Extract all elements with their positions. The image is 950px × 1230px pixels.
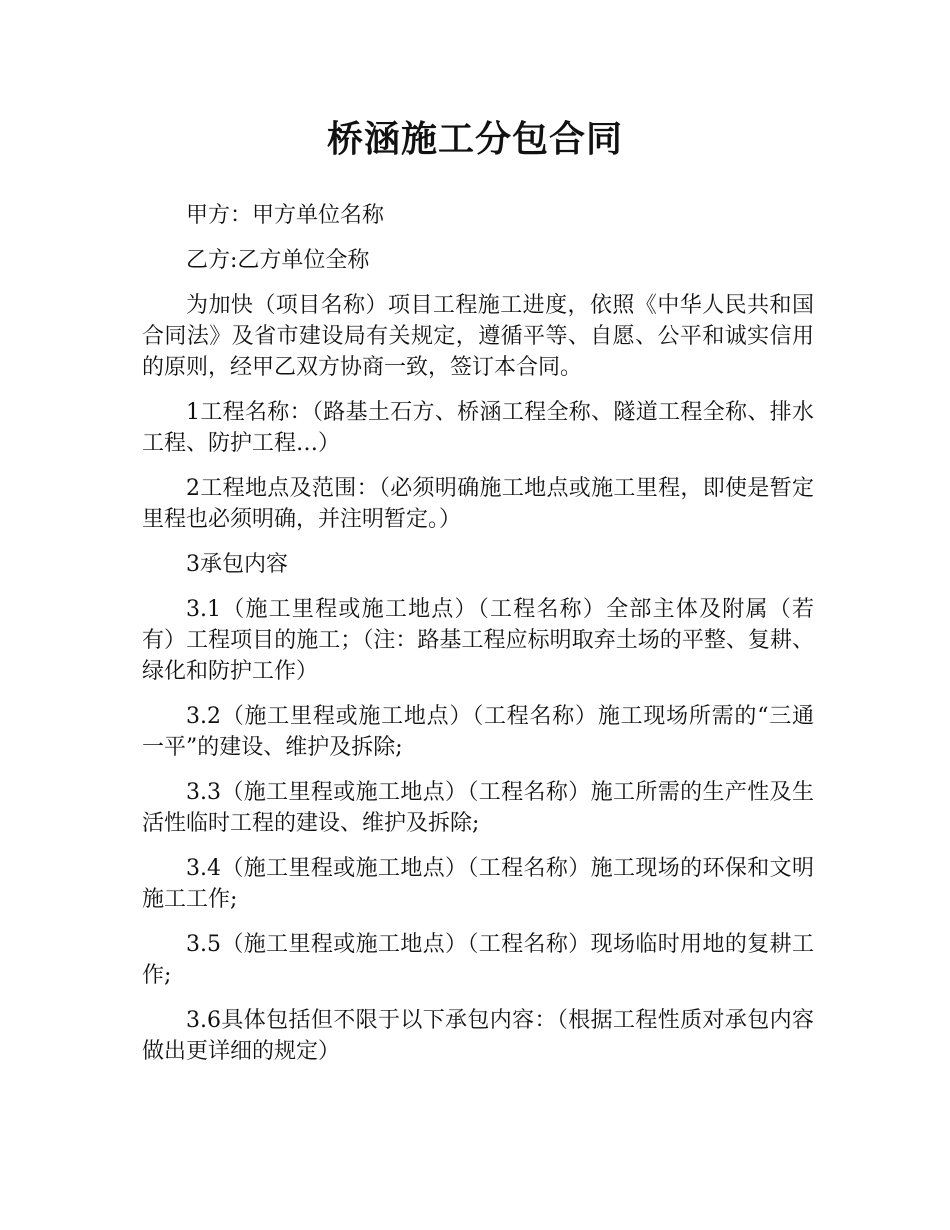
clause-1-project-name: 1工程名称：（路基土石方、桥涵工程全称、隧道工程全称、排水工程、防护工程…）: [142, 400, 814, 456]
clause-3-heading: 3承包内容: [186, 552, 288, 577]
clause-3-5: 3.5（施工里程或施工地点）（工程名称）现场临时用地的复耕工作;: [142, 932, 814, 988]
clause-2-location-scope: 2工程地点及范围：（必须明确施工地点或施工里程，即使是暂定里程也必须明确，并注明暂定。）: [142, 476, 814, 532]
party-a-line: 甲方：甲方单位名称: [186, 203, 385, 228]
clause-3-1: 3.1（施工里程或施工地点）（工程名称）全部主体及附属（若有）工程项目的施工；（注：路基工程应标明取弃土场的平整、复耕、绿化和防护工作）: [142, 597, 814, 684]
document-page: [142, 110, 814, 1081]
clause-3-3: 3.3（施工里程或施工地点）（工程名称）施工所需的生产性及生活性临时工程的建设、维护及拆除;: [142, 780, 814, 836]
document-title: 桥涵施工分包合同: [326, 119, 623, 160]
clause-3-6: 3.6具体包括但不限于以下承包内容：（根据工程性质对承包内容做出更详细的规定）: [142, 1008, 814, 1064]
document-body: [142, 200, 814, 1067]
preamble-paragraph: 为加快（项目名称）项目工程施工进度，依照《中华人民共和国合同法》及省市建设局有关规定，遵循平等、自愿、公平和诚实信用的原则，经甲乙双方协商一致，签订本合同。: [142, 293, 814, 380]
party-b-line: 乙方:乙方单位全称: [186, 248, 370, 273]
clause-3-2: 3.2（施工里程或施工地点）（工程名称）施工现场所需的“三通一平”的建设、维护及拆除;: [142, 704, 814, 760]
clause-3-4: 3.4（施工里程或施工地点）（工程名称）施工现场的环保和文明施工工作;: [142, 856, 814, 912]
